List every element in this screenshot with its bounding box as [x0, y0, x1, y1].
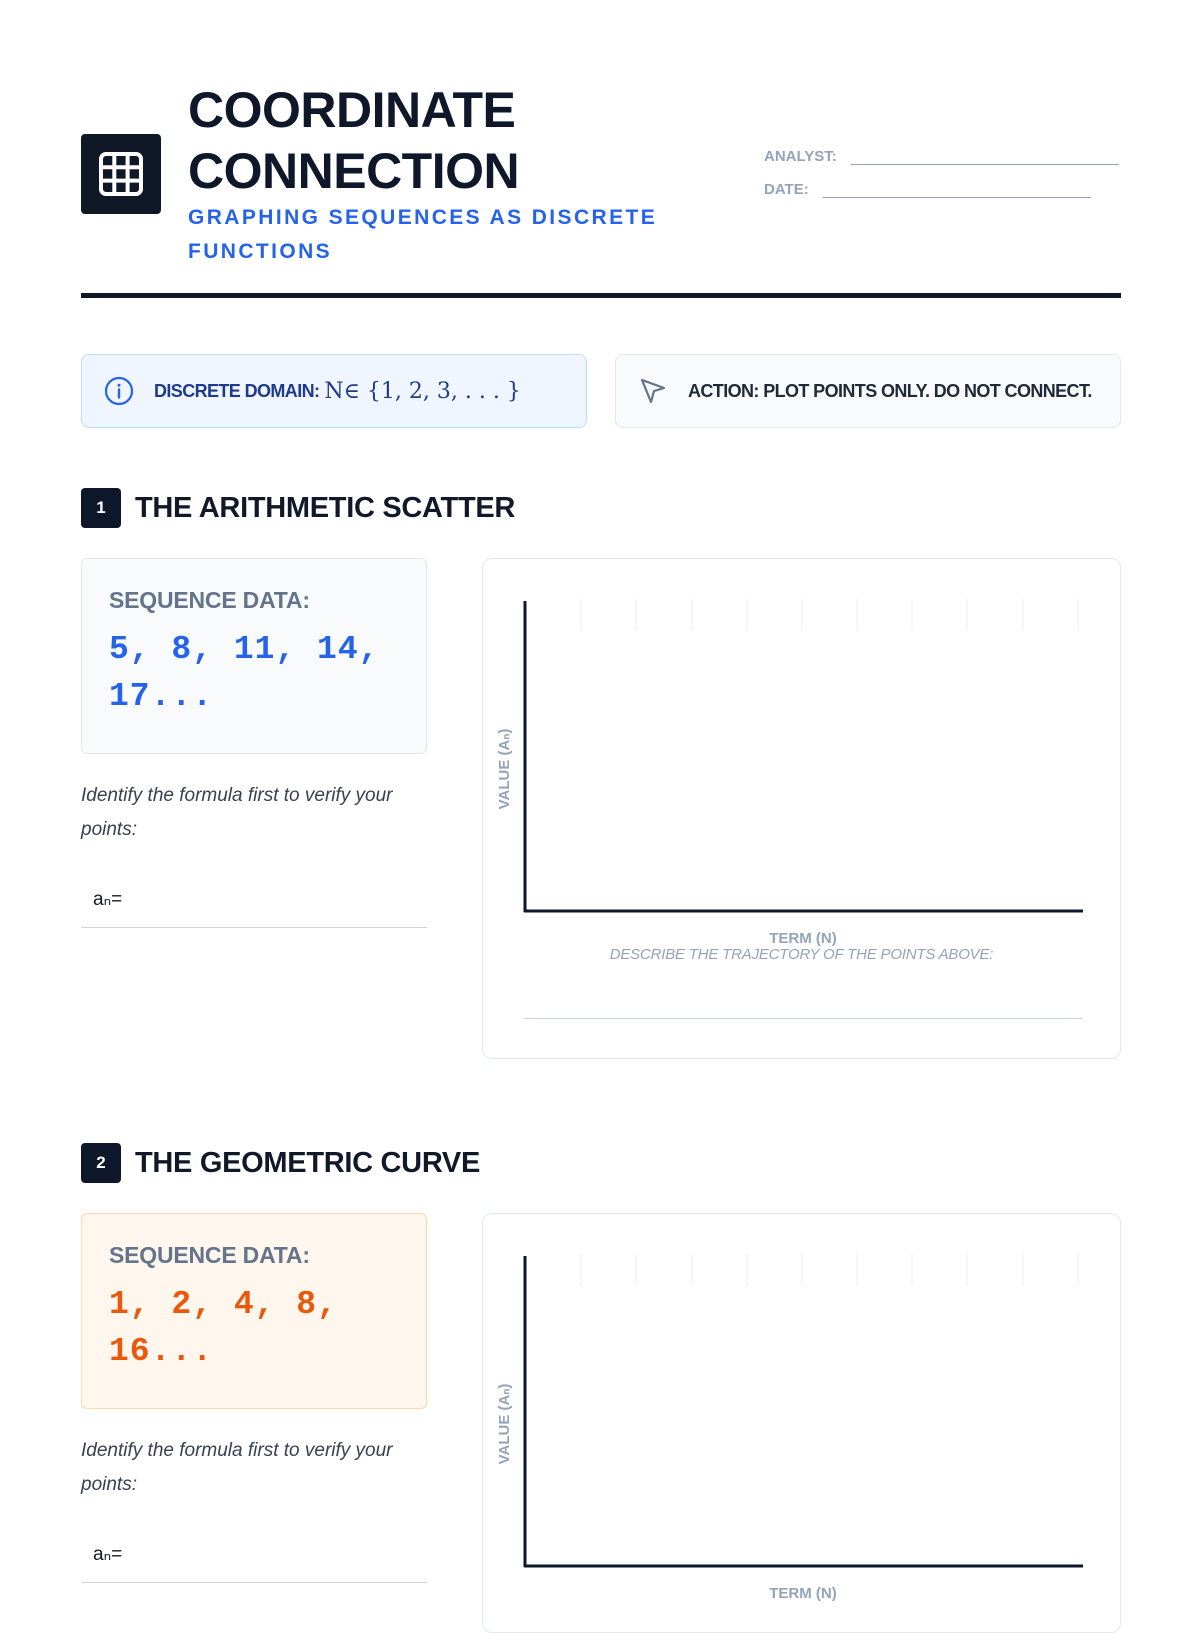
section-1-header [81, 488, 515, 528]
analyst-input-line[interactable] [851, 152, 1119, 165]
formula-input[interactable] [81, 1543, 427, 1583]
domain-math: N∈ {1, 2, 3, . . . } [324, 378, 521, 404]
formula-prefix: aₙ= [93, 889, 123, 910]
action-callout [615, 354, 1121, 428]
section-number: 2 [81, 1143, 121, 1183]
domain-label: DISCRETE DOMAIN: [154, 380, 320, 401]
formula-instruction: Identify the formula first to verify your points: [81, 1440, 393, 1495]
describe-prompt: DESCRIBE THE TRAJECTORY OF THE POINTS ABOVE: [609, 946, 994, 963]
date-field [764, 181, 1091, 198]
plot-card [482, 558, 1121, 1059]
sequence-values: 1, 2, 4, 8, 16... [109, 1286, 338, 1370]
sequence-label: SEQUENCE DATA: [109, 587, 310, 613]
grid-ticks [581, 1254, 1078, 1286]
section-2-header [81, 1143, 480, 1183]
plot-area[interactable] [483, 1214, 1122, 1614]
action-text: ACTION: PLOT POINTS ONLY. DO NOT CONNECT. [688, 380, 1092, 401]
worksheet-page [81, 0, 1121, 1600]
sequence-card [81, 1213, 427, 1409]
formula-input[interactable] [81, 888, 427, 928]
page-subtitle: GRAPHING SEQUENCES AS DISCRETE FUNCTIONS [188, 206, 658, 263]
logo [81, 134, 161, 214]
info-icon [104, 376, 134, 406]
section-number: 1 [81, 488, 121, 528]
domain-callout [81, 354, 587, 428]
sequence-values: 5, 8, 11, 14, 17... [109, 631, 380, 715]
plot-card [482, 1213, 1121, 1633]
y-axis-label: VALUE (Aₙ) [496, 1383, 513, 1465]
analyst-label: ANALYST: [764, 148, 837, 165]
sequence-label: SEQUENCE DATA: [109, 1242, 310, 1268]
date-label: DATE: [764, 181, 809, 198]
formula-prefix: aₙ= [93, 1544, 123, 1565]
header-divider [81, 293, 1121, 298]
date-input-line[interactable] [823, 185, 1091, 198]
plot-area[interactable] [483, 559, 1122, 1060]
section-title: THE GEOMETRIC CURVE [135, 1146, 481, 1179]
section-title: THE ARITHMETIC SCATTER [135, 491, 516, 524]
x-axis-label: TERM (N) [769, 1585, 837, 1602]
sequence-card [81, 558, 427, 754]
y-axis-label: VALUE (Aₙ) [496, 728, 513, 810]
grid-icon [98, 151, 144, 197]
analyst-field [764, 148, 1119, 165]
x-axis-label: TERM (N) [769, 930, 837, 947]
describe-answer-line[interactable] [524, 1018, 1082, 1019]
page-title: COORDINATE CONNECTION [188, 82, 520, 199]
formula-instruction: Identify the formula first to verify your points: [81, 785, 393, 840]
grid-ticks [581, 599, 1078, 631]
cursor-pointer-icon [638, 376, 668, 406]
